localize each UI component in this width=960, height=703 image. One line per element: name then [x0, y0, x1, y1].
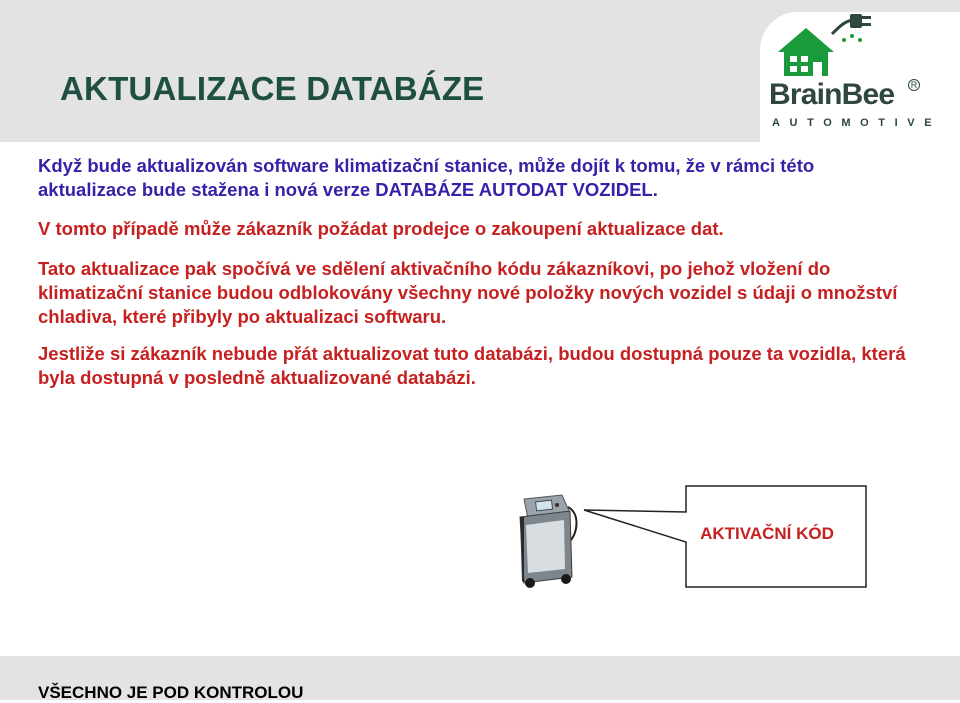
paragraph-purchase-request: V tomto případě může zákazník požádat prodejce o zakoupení aktualizace dat.: [38, 218, 724, 239]
footer-slogan: VŠECHNO JE POD KONTROLOU: [38, 683, 304, 702]
body-text: [38, 154, 918, 390]
paragraph-activation-code: Tato aktualizace pak spočívá ve sdělení aktivačního kódu zákazníkovi, po jehož vložení do klimatizační stanice budou odblokovány všechny nové položky nových vozidel s údaji o množství chladiva, které přibyly po aktualizaci softwaru.: [38, 258, 898, 327]
logo-wordmark: BrainBee: [769, 78, 895, 111]
ac-station-icon: [510, 493, 582, 589]
logo-subtitle: AUTOMOTIVE: [772, 117, 942, 129]
paragraph-software-update: Když bude aktualizován software klimatizační stanice, může dojít k tomu, že v rámci této aktualizace bude stažena i nová verze DATABÁZE AUTODAT VOZIDEL.: [38, 155, 815, 200]
brand-logo: [760, 12, 960, 152]
paragraph-no-update: Jestliže si zákazník nebude přát aktualizovat tuto databázi, budou dostupná pouze ta vozidla, která byla dostupná v posledně aktualizované databázi.: [38, 343, 906, 388]
activation-code-label: AKTIVAČNÍ KÓD: [700, 524, 834, 543]
registered-mark: R: [908, 79, 920, 91]
house-plug-icon: [770, 14, 880, 80]
page-title: AKTUALIZACE DATABÁZE: [60, 70, 485, 107]
